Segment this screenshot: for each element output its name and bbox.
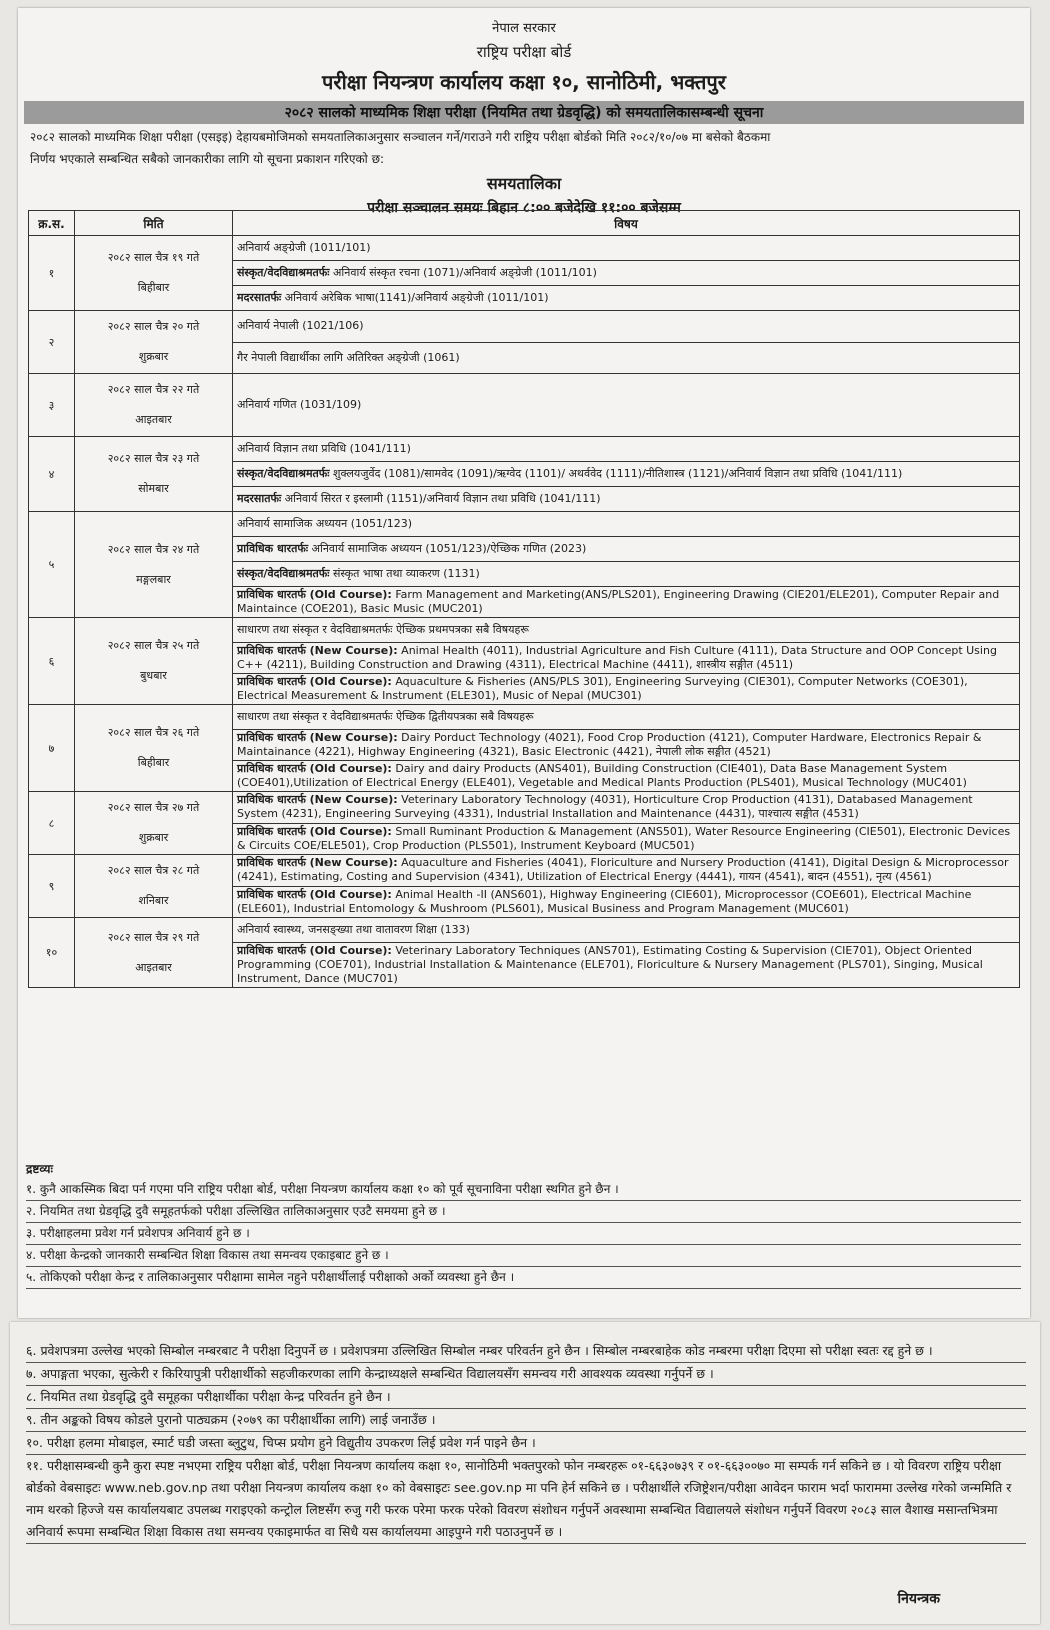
subject-stream-label: प्राविधिक धारतर्फ (New Course): (237, 793, 398, 807)
subject-cell (233, 761, 1020, 792)
subject-cell (233, 487, 1020, 512)
exam-date: २०८२ साल चैत्र १९ गते (107, 251, 200, 264)
subject-cell (233, 823, 1020, 855)
date-cell (75, 918, 233, 988)
subject-cell (233, 311, 1020, 343)
subject-stream-label: प्राविधिक धारतर्फ (New Course): (237, 856, 398, 870)
exam-date: २०८२ साल चैत्र २७ गते (107, 801, 200, 814)
table-row (29, 855, 1020, 887)
table-row (29, 437, 1020, 462)
subject-text: अनिवार्य सामाजिक अध्ययन (1051/123)/ऐच्छिक गणित (2023) (311, 542, 587, 555)
subject-cell (233, 261, 1020, 286)
subject-text: अनिवार्य अङ्ग्रेजी (1011/101) (237, 241, 371, 254)
exam-date: २०८२ साल चैत्र २२ गते (107, 383, 200, 396)
note-item: २. नियमित तथा ग्रेडवृद्धि दुवै समूहतर्फको परीक्षा उल्लिखित तालिकाअनुसार एउटै समयमा हुने छ । (26, 1201, 1021, 1223)
note-item: १०. परीक्षा हलमा मोबाइल, स्मार्ट घडी जस्ता ब्लुटुथ, चिप्स प्रयोग हुने विद्युतीय उपकरण लिई प्रवेश गर्न पाइने छैन । (26, 1432, 1026, 1455)
exam-day: शनिबार (138, 894, 169, 907)
exam-date: २०८२ साल चैत्र २६ गते (107, 726, 200, 739)
intro-line-2: निर्णय भएकाले सम्बन्धित सबैको जानकारीका लागि यो सूचना प्रकाशन गरिएको छ: (30, 152, 385, 166)
subject-stream-label: मदरसातर्फः (237, 291, 282, 304)
date-cell (75, 855, 233, 918)
notes-list-1 (26, 1179, 1021, 1289)
date-cell (75, 618, 233, 705)
subject-text: Aquaculture and Fisheries (4041), Floriculture and Nursery Production (4141), Digital Design & Microprocessor (4241), Estimating, Costing and Supervision (4341), Utilization of Electrical Energy (4441), गायन (4541), बादन (4551), नृत्य (4561) (237, 856, 1009, 884)
date-cell (75, 512, 233, 618)
date-cell (75, 705, 233, 792)
serial-number-cell: ४ (29, 437, 75, 512)
subject-cell (233, 437, 1020, 462)
serial-number-cell: ७ (29, 705, 75, 792)
subject-text: संस्कृत भाषा तथा व्याकरण (1131) (333, 567, 480, 580)
subject-cell (233, 562, 1020, 587)
notice-page-2 (10, 1322, 1040, 1624)
notes-section-2 (26, 1340, 1026, 1544)
date-cell (75, 236, 233, 311)
subject-stream-label: संस्कृत/वेदविद्याश्रमतर्फः (237, 467, 330, 480)
notice-page-1 (18, 8, 1030, 1318)
subject-cell (233, 587, 1020, 618)
subject-text: Veterinary Laboratory Technology (4031), Horticulture Crop Production (4131), Databased Management System (4231), Engineering Surveying (4331), Industrial Installation and Maintenance (4431), पाश्चात्य सङ्गीत (4531) (237, 793, 973, 821)
col-header-sn: क्र.स. (29, 211, 75, 236)
subject-stream-label: प्राविधिक धारतर्फ (New Course): (237, 731, 398, 744)
exam-date: २०८२ साल चैत्र २८ गते (107, 864, 200, 877)
subject-text: Veterinary Laboratory Techniques (ANS701), Estimating Costing & Supervision (CIE701), Object Oriented Programming (COE701), Industrial Installation & Maintenance (ELE701), Floriculture & Nursery Management (PLS701), Singing, Musical Instrument, Dance (MUC701) (237, 944, 983, 985)
subject-stream-label: मदरसातर्फः (237, 492, 282, 505)
subject-cell (233, 643, 1020, 674)
subject-stream-label: प्राविधिक धारतर्फ (Old Course): (237, 762, 392, 775)
subject-text: अनिवार्य सिरत र इस्लामी (1151)/अनिवार्य विज्ञान तथा प्रविधि (1041/111) (284, 492, 601, 505)
table-row (29, 792, 1020, 824)
subject-cell (233, 918, 1020, 943)
subject-cell (233, 943, 1020, 988)
subject-text: अनिवार्य गणित (1031/109) (237, 398, 362, 411)
table-row (29, 311, 1020, 343)
subject-cell (233, 374, 1020, 437)
subject-cell (233, 792, 1020, 824)
subject-cell (233, 855, 1020, 887)
subject-text: Dairy Porduct Technology (4021), Food Crop Production (4121), Computer Hardware, Electronics Repair & Maintainance (4221), Highway Engineering (4321), Basic Electronic (4421), नेपाली लोक सङ्गीत (4521) (237, 731, 982, 758)
exam-date: २०८२ साल चैत्र २० गते (107, 320, 200, 333)
subject-cell (233, 286, 1020, 311)
subject-stream-label: प्राविधिक धारतर्फ (Old Course): (237, 588, 392, 601)
government-name: नेपाल सरकार (492, 21, 556, 36)
table-row (29, 918, 1020, 943)
notes-heading: द्रष्टव्यः (26, 1162, 53, 1176)
serial-number-cell: १० (29, 918, 75, 988)
office-name: परीक्षा नियन्त्रण कार्यालय कक्षा १०, सानोठिमी, भक्तपुर (322, 70, 726, 94)
subject-cell (233, 537, 1020, 562)
table-row (29, 512, 1020, 537)
subject-text: गैर नेपाली विद्यार्थीका लागि अतिरिक्त अङ्ग्रेजी (1061) (237, 350, 460, 364)
date-cell (75, 437, 233, 512)
subject-stream-label: संस्कृत/वेदविद्याश्रमतर्फः (237, 266, 330, 279)
note-item: ८. नियमित तथा ग्रेडवृद्धि दुवै समूहका परीक्षार्थीका परीक्षा केन्द्र परिवर्तन हुने छैन । (26, 1386, 1026, 1409)
notes-list-2 (26, 1340, 1026, 1544)
subject-cell (233, 618, 1020, 643)
subject-text: Animal Health (4011), Industrial Agriculture and Fish Culture (4111), Data Structure and OOP Concept Using C++ (4211), Building Construction and Drawing (4311), Electrical Machine (4411), शास्त्रीय सङ्गीत (4511) (237, 644, 997, 671)
exam-day: आइतबार (135, 413, 172, 426)
subject-stream-label: प्राविधिक धारतर्फ (Old Course): (237, 824, 392, 838)
subject-cell (233, 236, 1020, 261)
exam-day: बिहीबार (137, 281, 170, 294)
subject-cell (233, 462, 1020, 487)
subject-text: साधारण तथा संस्कृत र वेदविद्याश्रमतर्फः ऐच्छिक द्वितीयपत्रका सबै विषयहरू (237, 710, 534, 723)
board-name: राष्ट्रिय परीक्षा बोर्ड (476, 43, 572, 61)
serial-number-cell: ८ (29, 792, 75, 855)
exam-day: सोमबार (138, 482, 169, 495)
subject-text: Animal Health -II (ANS601), Highway Engineering (CIE601), Microprocessor (COE601), Electrical Machine (ELE601), Industrial Entomology & Mushroom (PLS601), Musical Business and Program Management (MUC601) (237, 887, 972, 915)
exam-day: शुक्रबार (138, 350, 169, 363)
serial-number-cell: ५ (29, 512, 75, 618)
notice-title: २०८२ सालको माध्यमिक शिक्षा परीक्षा (नियमित तथा ग्रेडवृद्धि) को समयतालिकासम्बन्धी सूचना (24, 101, 1024, 124)
col-header-date: मिति (75, 211, 233, 236)
note-item: ४. परीक्षा केन्द्रको जानकारी सम्बन्धित शिक्षा विकास तथा समन्वय एकाइबाट हुने छ । (26, 1245, 1021, 1267)
subject-cell (233, 705, 1020, 730)
subject-cell (233, 674, 1020, 705)
serial-number-cell: २ (29, 311, 75, 374)
schedule-title: समयतालिका (486, 174, 562, 193)
schedule-table-body (29, 236, 1020, 988)
note-item: ७. अपाङ्गता भएका, सुत्केरी र किरियापुत्री परीक्षार्थीको सहजीकरणका लागि केन्द्राध्यक्षले सम्बन्धित विद्यालयसँग समन्वय गरी आवश्यक व्यवस्था गर्नुपर्ने छ । (26, 1363, 1026, 1386)
intro-line-1: २०८२ सालको माध्यमिक शिक्षा परीक्षा (एसइइ) देहायबमोजिमको समयतालिकाअनुसार सञ्चालन गर्ने/गराउने गरी राष्ट्रिय परीक्षा बोर्डको मिति २०८२/१०/०७ मा बसेको बैठकमा (30, 130, 771, 144)
exam-day: आइतबार (135, 960, 172, 974)
intro-text (18, 126, 1030, 170)
date-cell (75, 374, 233, 437)
exam-date: २०८२ साल चैत्र २९ गते (107, 930, 200, 944)
exam-date: २०८२ साल चैत्र २३ गते (107, 452, 200, 465)
serial-number-cell: ३ (29, 374, 75, 437)
subject-text: अनिवार्य नेपाली (1021/106) (237, 319, 364, 333)
subject-stream-label: संस्कृत/वेदविद्याश्रमतर्फः (237, 567, 330, 580)
exam-date: २०८२ साल चैत्र २५ गते (107, 639, 200, 652)
serial-number-cell: १ (29, 236, 75, 311)
table-row (29, 618, 1020, 643)
subject-stream-label: प्राविधिक धारतर्फ (Old Course): (237, 675, 392, 688)
subject-stream-label: प्राविधिक धारतर्फ (New Course): (237, 644, 398, 657)
table-row (29, 705, 1020, 730)
subject-text: Dairy and dairy Products (ANS401), Building Construction (CIE401), Data Base Management System (COE401),Utilization of Electrical Energy (ELE401), Vegetable and Medical Plants Production (PLS401), Musical Technology (MUC401) (237, 762, 967, 789)
exam-day: शुक्रबार (138, 831, 169, 844)
subject-stream-label: प्राविधिक धारतर्फ (Old Course): (237, 887, 392, 901)
subject-cell (233, 886, 1020, 918)
schedule-table (28, 210, 1020, 988)
subject-text: Farm Management and Marketing(ANS/PLS201), Engineering Drawing (CIE201/ELE201), Computer Repair and Maintaince (COE201), Basic Music (MUC201) (237, 588, 1000, 615)
notes-section-1 (26, 1160, 1021, 1289)
notice-header (18, 18, 1030, 95)
note-item: ९. तीन अङ्कको विषय कोडले पुरानो पाठ्यक्रम (२०७९ का परीक्षार्थीका लागि) लाई जनाउँछ । (26, 1409, 1026, 1432)
subject-stream-label: प्राविधिक धारतर्फ (Old Course): (237, 944, 392, 957)
subject-text: Small Ruminant Production & Management (ANS501), Water Resource Engineering (CIE501), Electronic Devices & Circuits COE/ELE501), Crop Production (PLS501), Instrument Keyboard (MUC501) (237, 824, 1011, 852)
serial-number-cell: ९ (29, 855, 75, 918)
col-header-subject: विषय (233, 211, 1020, 236)
exam-date: २०८२ साल चैत्र २४ गते (107, 542, 200, 556)
table-row (29, 236, 1020, 261)
exam-day: बिहीबार (137, 756, 170, 769)
subject-text: अनिवार्य संस्कृत रचना (1071)/अनिवार्य अङ्ग्रेजी (1011/101) (333, 266, 597, 279)
note-item: ५. तोकिएको परीक्षा केन्द्र र तालिकाअनुसार परीक्षामा सामेल नहुने परीक्षार्थीलाई परीक्षाको अर्को व्यवस्था हुने छैन । (26, 1267, 1021, 1289)
note-item: ३. परीक्षाहलमा प्रवेश गर्न प्रवेशपत्र अनिवार्य हुने छ । (26, 1223, 1021, 1245)
subject-text: अनिवार्य अरेबिक भाषा(1141)/अनिवार्य अङ्ग्रेजी (1011/101) (284, 291, 549, 304)
note-item: ६. प्रवेशपत्रमा उल्लेख भएको सिम्बोल नम्बरबाट नै परीक्षा दिनुपर्ने छ । प्रवेशपत्रमा उल्लिखित सिम्बोल नम्बर परिवर्तन हुने छैन । सिम्बोल नम्बरबाहेक कोड नम्बरमा परीक्षा दिएमा सो परीक्षा स्वतः रद्द हुने छ । (26, 1340, 1026, 1363)
subject-text: अनिवार्य सामाजिक अध्ययन (1051/123) (237, 517, 413, 530)
exam-day: बुधबार (140, 669, 167, 682)
subject-cell (233, 730, 1020, 761)
note-item: १. कुनै आकस्मिक बिदा पर्न गएमा पनि राष्ट्रिय परीक्षा बोर्ड, परीक्षा नियन्त्रण कार्यालय कक्षा १० को पूर्व सूचनाविना परीक्षा स्थगित हुने छैन । (26, 1179, 1021, 1201)
note-item: ११. परीक्षासम्बन्धी कुनै कुरा स्पष्ट नभएमा राष्ट्रिय परीक्षा बोर्ड, परीक्षा नियन्त्रण कार्यालय कक्षा १०, सानोठिमी भक्तपुरको फोन नम्बरहरू ०१-६६३०७३९ र ०१-६६३००७० मा सम्पर्क गर्न सकिने छ । यो विवरण राष्ट्रिय परीक्षा बोर्डको वेबसाइटः www.neb.gov.np तथा परीक्षा नियन्त्रण कार्यालय कक्षा १० को वेबसाइटः see.gov.np मा पनि हेर्न सकिने छ । परीक्षार्थीले रजिष्ट्रेशन/परीक्षा आवेदन फाराम भर्दा फाराममा उल्लेख गरेको जन्ममिति र नाम थरको हिज्जे यस कार्यालयबाट उपलब्ध गराइएको कन्ट्रोल लिष्टसँग रुजु गरी फरक परेमा फरक परेको विवरण संशोधन गर्नुपर्ने अवस्थामा सम्बन्धित विद्यालयले संशोधन गर्नुपर्ने विवरण २०८३ साल वैशाख मसान्तभित्रमा अनिवार्य रूपमा सम्बन्धित शिक्षा विकास तथा समन्वय एकाइमार्फत वा सिधै यस कार्यालयमा आइपुग्ने गरी पठाउनुपर्ने छ । (26, 1455, 1026, 1544)
signer-title: नियन्त्रक (897, 1591, 940, 1607)
exam-timing: परीक्षा सञ्चालन समयः बिहान ८:०० बजेदेखि ११:०० बजेसम्म (367, 200, 681, 216)
subject-text: शुक्लयजुर्वेद (1081)/सामवेद (1091)/ऋग्वेद (1101)/ अथर्ववेद (1111)/नीतिशास्त्र (1121)/अनिवार्य विज्ञान तथा प्रविधि (1041/111) (333, 467, 903, 480)
date-cell (75, 311, 233, 374)
table-header-row (29, 211, 1020, 236)
date-cell (75, 792, 233, 855)
exam-day: मङ्गलबार (136, 572, 171, 586)
subject-text: अनिवार्य स्वास्थ्य, जनसङ्ख्या तथा वातावरण शिक्षा (133) (237, 923, 470, 936)
subject-stream-label: प्राविधिक धारतर्फः (237, 542, 309, 555)
subject-text: अनिवार्य विज्ञान तथा प्रविधि (1041/111) (237, 442, 411, 455)
subject-cell (233, 512, 1020, 537)
subject-text: साधारण तथा संस्कृत र वेदविद्याश्रमतर्फः ऐच्छिक प्रथमपत्रका सबै विषयहरू (237, 623, 529, 636)
subject-cell (233, 342, 1020, 374)
table-row (29, 374, 1020, 437)
subject-text: Aquaculture & Fisheries (ANS/PLS 301), Engineering Surveying (CIE301), Computer Networks (COE301), Electrical Measurement & Instrument (ELE301), Music of Nepal (MUC301) (237, 675, 968, 702)
serial-number-cell: ६ (29, 618, 75, 705)
